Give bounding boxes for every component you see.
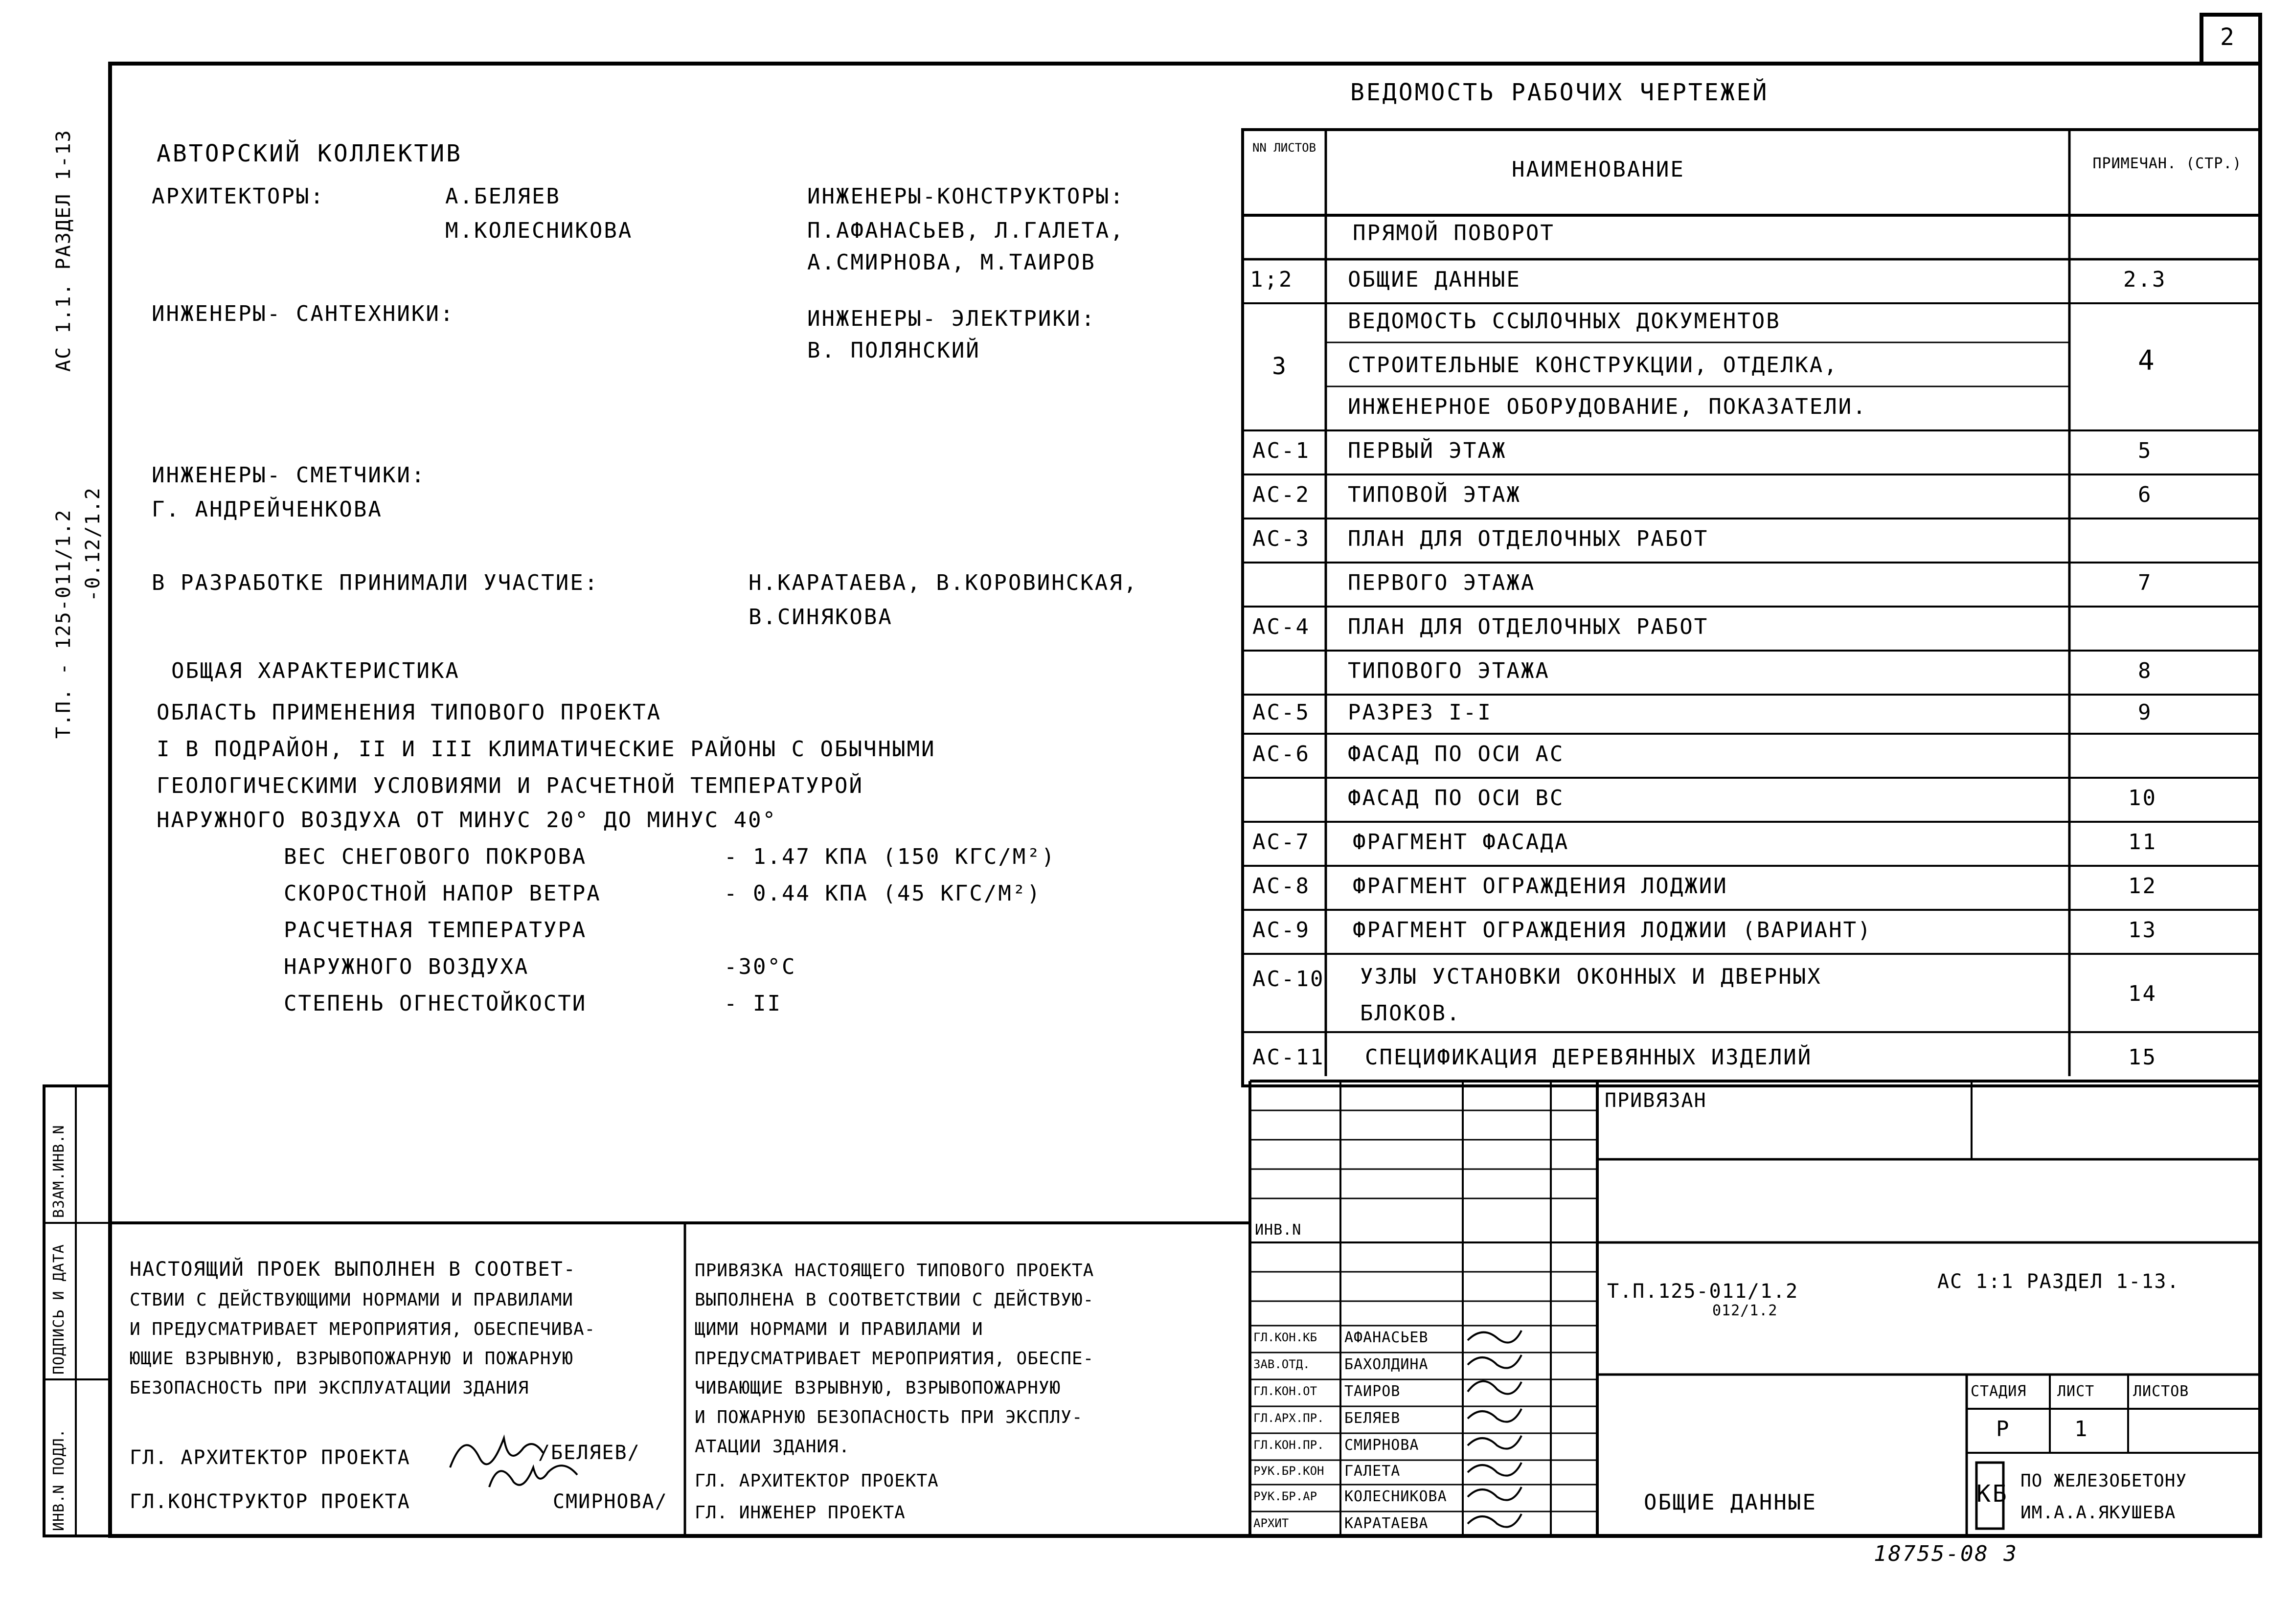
row-2-name: ВЕДОМОСТЬ ССЫЛОЧНЫХ ДОКУМЕНТОВ: [1348, 309, 1781, 334]
architects-label: АРХИТЕКТОРЫ:: [152, 184, 325, 209]
attached-label: ПРИВЯЗАН: [1605, 1089, 1707, 1112]
note-middle-2: ВЫПОЛНЕНА В СООТВЕТСТВИИ С ДЕЙСТВУЮ-: [695, 1290, 1094, 1310]
signer-2-name: БАХОЛДИНА: [1344, 1356, 1429, 1373]
signer-8-name: КАРАТАЕВА: [1344, 1515, 1429, 1532]
row-11-note: 9: [2138, 700, 2153, 725]
row-8-note: 7: [2138, 570, 2153, 595]
row-18-name: БЛОКОВ.: [1360, 1001, 1461, 1026]
signer-4-name: БЕЛЯЕВ: [1344, 1410, 1401, 1427]
row-19-name: СПЕЦИФИКАЦИЯ ДЕРЕВЯННЫХ ИЗДЕЛИЙ: [1365, 1045, 1813, 1070]
row-13-note: 10: [2128, 786, 2157, 811]
row-11-name: РАЗРЕЗ I-I: [1348, 700, 1492, 725]
plumbing-label: ИНЖЕНЕРЫ- САНТЕХНИКИ:: [152, 301, 455, 326]
row-6-note: 6: [2138, 482, 2153, 507]
row-15-name: ФРАГМЕНТ ОГРАЖДЕНИЯ ЛОДЖИИ: [1353, 874, 1728, 899]
row-12-num: АС-6: [1252, 742, 1310, 767]
signer-1-role: ГЛ.КОН.КБ: [1253, 1331, 1317, 1344]
project-code-sub: 012/1.2: [1712, 1302, 1778, 1319]
side-label-middle-2: -0.12/1.2: [82, 487, 104, 602]
stage-value: Р: [1996, 1417, 2011, 1442]
row-16-name: ФРАГМЕНТ ОГРАЖДЕНИЯ ЛОДЖИИ (ВАРИАНТ): [1353, 918, 1872, 943]
row-3-name: СТРОИТЕЛЬНЫЕ КОНСТРУКЦИИ, ОТДЕЛКА,: [1348, 353, 1838, 378]
row-6-name: ТИПОВОЙ ЭТАЖ: [1348, 482, 1521, 507]
row-2-num: 3: [1272, 353, 1288, 380]
row-16-num: АС-9: [1252, 918, 1310, 943]
row-17-name: УЗЛЫ УСТАНОВКИ ОКОННЫХ И ДВЕРНЫХ: [1360, 964, 1822, 989]
note-middle-1: ПРИВЯЗКА НАСТОЯЩЕГО ТИПОВОГО ПРОЕКТА: [695, 1261, 1094, 1281]
row-6-num: АС-2: [1252, 482, 1310, 507]
section-code: АС 1:1 РАЗДЕЛ 1-13.: [1937, 1270, 2180, 1293]
org-logo: КБ: [1976, 1480, 2009, 1508]
signer-1-name: АФАНАСЬЕВ: [1344, 1329, 1429, 1346]
mid-engineer-label: ГЛ. ИНЖЕНЕР ПРОЕКТА: [695, 1503, 906, 1523]
row-1-num: 1;2: [1250, 267, 1293, 292]
chief-architect-label: ГЛ. АРХИТЕКТОР ПРОЕКТА: [130, 1446, 410, 1469]
header-name: НАИМЕНОВАНИЕ: [1512, 157, 1685, 182]
note-left-2: СТВИИ С ДЕЙСТВУЮЩИМИ НОРМАМИ И ПРАВИЛАМИ: [130, 1290, 573, 1310]
note-left-1: НАСТОЯЩИЙ ПРОЕК ВЫПОЛНЕН В СООТВЕТ-: [130, 1258, 576, 1281]
signer-6-role: РУК.БР.КОН: [1253, 1464, 1324, 1478]
note-middle-4: ПРЕДУСМАТРИВАЕТ МЕРОПРИЯТИЯ, ОБЕСПЕ-: [695, 1349, 1094, 1369]
signer-3-role: ГЛ.КОН.ОТ: [1253, 1384, 1317, 1398]
row-15-num: АС-8: [1252, 874, 1310, 899]
row-10-name: ТИПОВОГО ЭТАЖА: [1348, 658, 1550, 683]
row-10-note: 8: [2138, 658, 2153, 683]
row-7-name: ПЛАН ДЛЯ ОТДЕЛОЧНЫХ РАБОТ: [1348, 526, 1709, 551]
electrical-name: В. ПОЛЯНСКИЙ: [807, 338, 980, 363]
mid-architect-label: ГЛ. АРХИТЕКТОР ПРОЕКТА: [695, 1471, 939, 1491]
row-4-name: ИНЖЕНЕРНОЕ ОБОРУДОВАНИЕ, ПОКАЗАТЕЛИ.: [1348, 394, 1867, 419]
row-5-num: АС-1: [1252, 438, 1310, 463]
section-title: ПРЯМОЙ ПОВОРОТ: [1353, 221, 1555, 246]
stage-label: СТАДИЯ: [1971, 1383, 2027, 1400]
stamp-signature-date: ПОДПИСЬ И ДАТА: [50, 1244, 68, 1375]
sheet-value: 1: [2074, 1417, 2089, 1442]
side-label-middle-1: Т.П. - 125-011/1.2: [52, 509, 75, 739]
row-15-note: 12: [2128, 874, 2157, 899]
row-8-name: ПЕРВОГО ЭТАЖА: [1348, 570, 1536, 595]
footer-number: 18755-08 3: [1874, 1541, 2018, 1566]
engineers-constructors-1: П.АФАНАСЬЕВ, Л.ГАЛЕТА,: [807, 218, 1125, 243]
participants-1: Н.КАРАТАЕВА, В.КОРОВИНСКАЯ,: [749, 570, 1138, 595]
estimators-label: ИНЖЕНЕРЫ- СМЕТЧИКИ:: [152, 463, 426, 488]
header-note: ПРИМЕЧАН. (СТР.): [2092, 155, 2242, 172]
characteristics-line-2: I В ПОДРАЙОН, II И III КЛИМАТИЧЕСКИЕ РАЙОНЫ С ОБЫЧНЫМИ: [157, 737, 936, 762]
row-12-name: ФАСАД ПО ОСИ АС: [1348, 742, 1565, 767]
org-line-1: ПО ЖЕЛЕЗОБЕТОНУ: [2020, 1471, 2187, 1491]
sheet-number: 2: [2220, 23, 2236, 51]
note-middle-3: ЩИМИ НОРМАМИ И ПРАВИЛАМИ И: [695, 1319, 983, 1339]
param-value-snow: - 1.47 КПА (150 КГС/М²): [724, 844, 1056, 869]
architect-2: М.КОЛЕСНИКОВА: [445, 218, 633, 243]
row-9-name: ПЛАН ДЛЯ ОТДЕЛОЧНЫХ РАБОТ: [1348, 614, 1709, 639]
note-middle-5: ЧИВАЮЩИЕ ВЗРЫВНУЮ, ВЗРЫВОПОЖАРНУЮ: [695, 1378, 1061, 1398]
note-left-4: ЮЩИЕ ВЗРЫВНУЮ, ВЗРЫВОПОЖАРНУЮ И ПОЖАРНУЮ: [130, 1349, 573, 1369]
signer-3-name: ТАИРОВ: [1344, 1383, 1401, 1400]
row-19-note: 15: [2128, 1045, 2157, 1070]
architect-1: А.БЕЛЯЕВ: [445, 184, 561, 209]
note-middle-6: И ПОЖАРНУЮ БЕЗОПАСНОСТЬ ПРИ ЭКСПЛУ-: [695, 1407, 1083, 1427]
engineers-constructors-2: А.СМИРНОВА, М.ТАИРОВ: [807, 250, 1096, 275]
param-label-wind: СКОРОСТНОЙ НАПОР ВЕТРА: [284, 881, 601, 906]
chief-architect-name: /БЕЛЯЕВ/: [538, 1442, 640, 1464]
row-5-note: 5: [2138, 438, 2153, 463]
row-17-num: АС-10: [1252, 967, 1325, 992]
sheet-list-title: ВЕДОМОСТЬ РАБОЧИХ ЧЕРТЕЖЕЙ: [1350, 79, 1769, 106]
row-9-num: АС-4: [1252, 614, 1310, 639]
signer-2-role: ЗАВ.ОТД.: [1253, 1357, 1310, 1371]
signer-4-role: ГЛ.АРХ.ПР.: [1253, 1411, 1324, 1425]
row-7-num: АС-3: [1252, 526, 1310, 551]
signer-7-role: РУК.БР.АР: [1253, 1489, 1317, 1503]
chief-constructor-label: ГЛ.КОНСТРУКТОР ПРОЕКТА: [130, 1490, 410, 1513]
header-sheet-number: NN ЛИСТОВ: [1252, 141, 1316, 155]
row-14-num: АС-7: [1252, 830, 1310, 855]
signer-5-name: СМИРНОВА: [1344, 1437, 1419, 1454]
authors-title: АВТОРСКИЙ КОЛЛЕКТИВ: [157, 140, 463, 167]
param-label-fire: СТЕПЕНЬ ОГНЕСТОЙКОСТИ: [284, 991, 587, 1016]
stamp-inv-original: ИНВ.N ПОДЛ.: [50, 1428, 68, 1531]
signer-7-name: КОЛЕСНИКОВА: [1344, 1488, 1447, 1505]
characteristics-title: ОБЩАЯ ХАРАКТЕРИСТИКА: [171, 658, 460, 683]
characteristics-line-3: ГЕОЛОГИЧЕСКИМИ УСЛОВИЯМИ И РАСЧЕТНОЙ ТЕМПЕРАТУРОЙ: [157, 773, 864, 798]
row-14-name: ФРАГМЕНТ ФАСАДА: [1353, 830, 1569, 855]
sheet-label: ЛИСТ: [2057, 1383, 2095, 1400]
param-label-snow: ВЕС СНЕГОВОГО ПОКРОВА: [284, 844, 587, 869]
org-line-2: ИМ.А.А.ЯКУШЕВА: [2020, 1503, 2176, 1523]
param-value-wind: - 0.44 КПА (45 КГС/М²): [724, 881, 1042, 906]
stamp-replacement-inv: ВЗАМ.ИНВ.N: [50, 1125, 68, 1218]
estimators-name: Г. АНДРЕЙЧЕНКОВА: [152, 497, 383, 522]
row-14-note: 11: [2128, 830, 2157, 855]
row-11-num: АС-5: [1252, 700, 1310, 725]
param-value-fire: - II: [724, 991, 782, 1016]
participants-2: В.СИНЯКОВА: [749, 605, 893, 630]
param-value-outdoor: -30°С: [724, 954, 796, 979]
project-code: Т.П.125-011/1.2: [1607, 1280, 1799, 1303]
engineers-constructors-label: ИНЖЕНЕРЫ-КОНСТРУКТОРЫ:: [807, 184, 1125, 209]
inv-label: ИНВ.N: [1255, 1221, 1302, 1239]
signer-5-role: ГЛ.КОН.ПР.: [1253, 1438, 1324, 1452]
chief-constructor-name: СМИРНОВА/: [553, 1490, 668, 1513]
row-19-num: АС-11: [1252, 1045, 1325, 1070]
row-13-name: ФАСАД ПО ОСИ ВС: [1348, 786, 1565, 811]
characteristics-line-4: НАРУЖНОГО ВОЗДУХА ОТ МИНУС 20° ДО МИНУС 40°: [157, 808, 777, 833]
row-16-note: 13: [2128, 918, 2157, 943]
characteristics-line-1: ОБЛАСТЬ ПРИМЕНЕНИЯ ТИПОВОГО ПРОЕКТА: [157, 700, 662, 725]
side-label-top: АС 1.1. РАЗДЕЛ 1-13: [52, 129, 75, 372]
row-5-name: ПЕРВЫЙ ЭТАЖ: [1348, 438, 1507, 463]
param-label-outdoor: НАРУЖНОГО ВОЗДУХА: [284, 954, 529, 979]
row-1-name: ОБЩИЕ ДАННЫЕ: [1348, 267, 1521, 292]
sheets-label: ЛИСТОВ: [2133, 1383, 2189, 1400]
note-middle-7: АТАЦИИ ЗДАНИЯ.: [695, 1437, 850, 1457]
row-17-note: 14: [2128, 981, 2157, 1006]
signer-6-name: ГАЛЕТА: [1344, 1463, 1401, 1480]
electrical-label: ИНЖЕНЕРЫ- ЭЛЕКТРИКИ:: [807, 306, 1096, 331]
row-2-note: 4: [2138, 345, 2157, 377]
note-left-5: БЕЗОПАСНОСТЬ ПРИ ЭКСПЛУАТАЦИИ ЗДАНИЯ: [130, 1378, 529, 1398]
signer-8-role: АРХИТ: [1253, 1516, 1289, 1530]
note-left-3: И ПРЕДУСМАТРИВАЕТ МЕРОПРИЯТИЯ, ОБЕСПЕЧИВА-: [130, 1319, 596, 1339]
sheet-title: ОБЩИЕ ДАННЫЕ: [1644, 1490, 1817, 1515]
row-1-note: 2.3: [2123, 267, 2167, 292]
participants-label: В РАЗРАБОТКЕ ПРИНИМАЛИ УЧАСТИЕ:: [152, 570, 599, 595]
param-label-temp: РАСЧЕТНАЯ ТЕМПЕРАТУРА: [284, 918, 587, 943]
